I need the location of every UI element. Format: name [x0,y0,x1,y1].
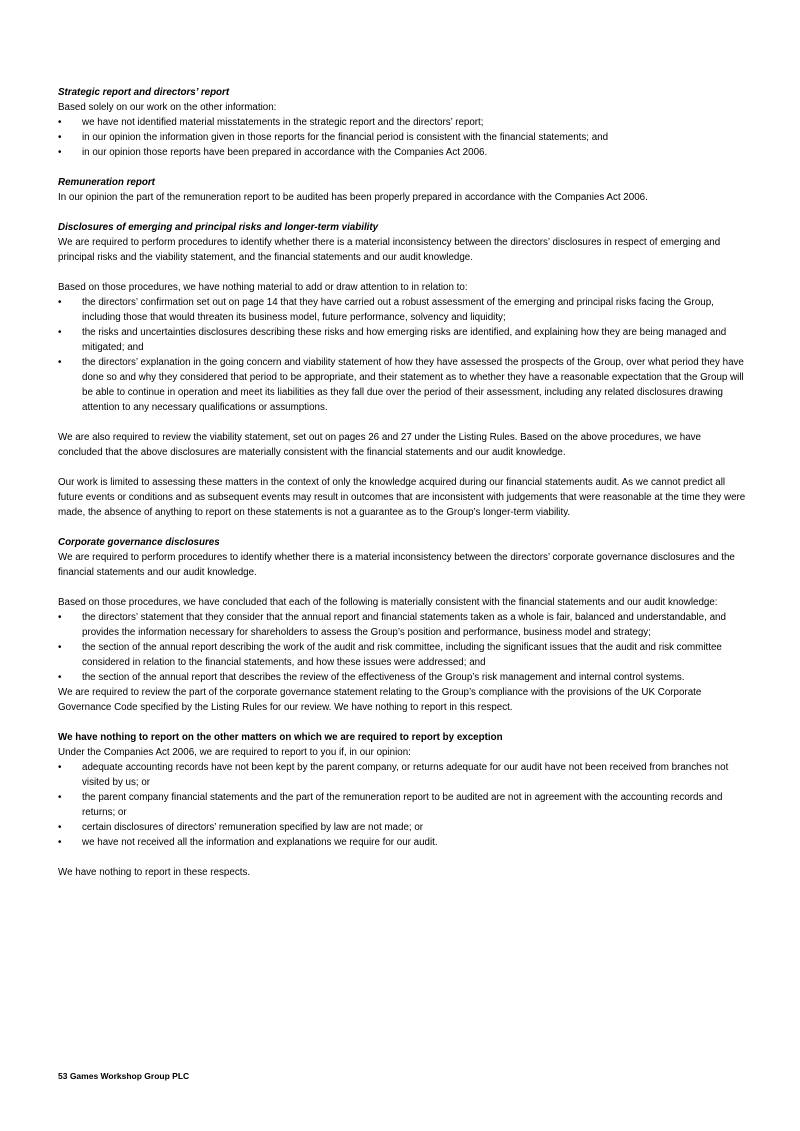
risks-list [58,295,748,415]
bullet-icon: • [58,837,62,848]
strategic-intro: Based solely on our work on the other information: [58,102,277,113]
list-item: • the directors’ explanation in the going concern and viability statement of how they have assessed the prospects of the Group, over what period they have done so and why they considered that period to be appropriate, and their statement as to whether they have a reasonable expectation that the Group will be able to continue in operation and meet its liabilities as they fall due over the period of their assessment, including any related disclosures drawing attention to any necessary qualifications or assumptions. [58,357,744,413]
list-item: • we have not received all the information and explanations we require for our audit. [58,837,438,848]
risks-heading: Disclosures of emerging and principal risks and longer-term viability [58,222,379,233]
document-body [58,85,748,880]
bullet-icon: • [58,642,62,653]
bullet-icon: • [58,822,62,833]
list-item: • the directors’ statement that they consider that the annual report and financial statements taken as a whole is fair, balanced and understandable, and provides the information necessary for shareholders to assess the Group’s position and performance, business model and strategy; [58,612,726,638]
bullet-icon: • [58,327,62,338]
governance-list [58,610,748,685]
bullet-icon: • [58,297,62,308]
strategic-list [58,115,748,160]
list-item: • in our opinion the information given in those reports for the financial period is consistent with the financial statements; and [58,132,609,143]
exception-list [58,760,748,850]
list-item: • the section of the annual report that describes the review of the effectiveness of the Group’s risk management and internal control systems. [58,672,685,683]
bullet-icon: • [58,762,62,773]
list-item: • the section of the annual report describing the work of the audit and risk committee, including the significant issues that the audit and risk committee considered in relation to the financial statements, and how these issues were addressed; and [58,642,722,668]
bullet-icon: • [58,612,62,623]
bullet-icon: • [58,792,62,803]
exception-closing: We have nothing to report in these respects. [58,867,251,878]
list-item: • we have not identified material misstatements in the strategic report and the directors’ report; [58,117,484,128]
governance-para3: We are required to review the part of the corporate governance statement relating to the Group’s compliance with the provisions of the UK Corporate Governance Code specified by the Listing Rules for our review. We have nothing to report in this respect. [58,687,702,713]
bullet-icon: • [58,147,62,158]
risks-para2: Based on those procedures, we have nothing material to add or draw attention to in relation to: [58,282,468,293]
governance-heading: Corporate governance disclosures [58,537,220,548]
bullet-icon: • [58,132,62,143]
bullet-icon: • [58,672,62,683]
list-item: • the risks and uncertainties disclosures describing these risks and how emerging risks are identified, and explaining how they are being managed and mitigated; and [58,327,727,353]
remuneration-text: In our opinion the part of the remuneration report to be audited has been properly prepared in accordance with the Companies Act 2006. [58,192,648,203]
exception-heading: We have nothing to report on the other matters on which we are required to report by exception [58,732,503,743]
list-item: • the parent company financial statements and the part of the remuneration report to be audited are not in agreement with the accounting records and returns; or [58,792,723,818]
governance-para2: Based on those procedures, we have concluded that each of the following is materially consistent with the financial statements and our audit knowledge: [58,597,718,608]
exception-intro: Under the Companies Act 2006, we are required to report to you if, in our opinion: [58,747,411,758]
risks-para3: We are also required to review the viability statement, set out on pages 26 and 27 under the Listing Rules. Based on the above procedures, we have concluded that the above disclosures are materially consistent with the financial statements and our audit knowledge. [58,432,701,458]
risks-para1: We are required to perform procedures to identify whether there is a material inconsistency between the directors’ disclosures in respect of emerging and principal risks and the viability statement, and the financial statements and our audit knowledge. [58,237,721,263]
list-item: • adequate accounting records have not been kept by the parent company, or returns adequate for our audit have not been received from branches not visited by us; or [58,762,729,788]
bullet-icon: • [58,117,62,128]
risks-para4: Our work is limited to assessing these matters in the context of only the knowledge acquired during our financial statements audit. As we cannot predict all future events or conditions and as subsequent events may result in outcomes that are inconsistent with judgements that were reasonable at the time they were made, the absence of anything to report on these statements is not a guarantee as to the Group’s longer-term viability. [58,477,746,518]
list-item: • certain disclosures of directors’ remuneration specified by law are not made; or [58,822,424,833]
list-item: • the directors’ confirmation set out on page 14 that they have carried out a robust assessment of the emerging and principal risks facing the Group, including those that would threaten its business model, future performance, solvency and liquidity; [58,297,714,323]
governance-para1: We are required to perform procedures to identify whether there is a material inconsistency between the directors’ corporate governance disclosures and the financial statements and our audit knowledge. [58,552,735,578]
strategic-heading: Strategic report and directors’ report [58,87,230,98]
list-item: • in our opinion those reports have been prepared in accordance with the Companies Act 2006. [58,147,488,158]
bullet-icon: • [58,357,62,368]
remuneration-heading: Remuneration report [58,177,155,188]
page-footer: 53 Games Workshop Group PLC [58,1071,190,1081]
